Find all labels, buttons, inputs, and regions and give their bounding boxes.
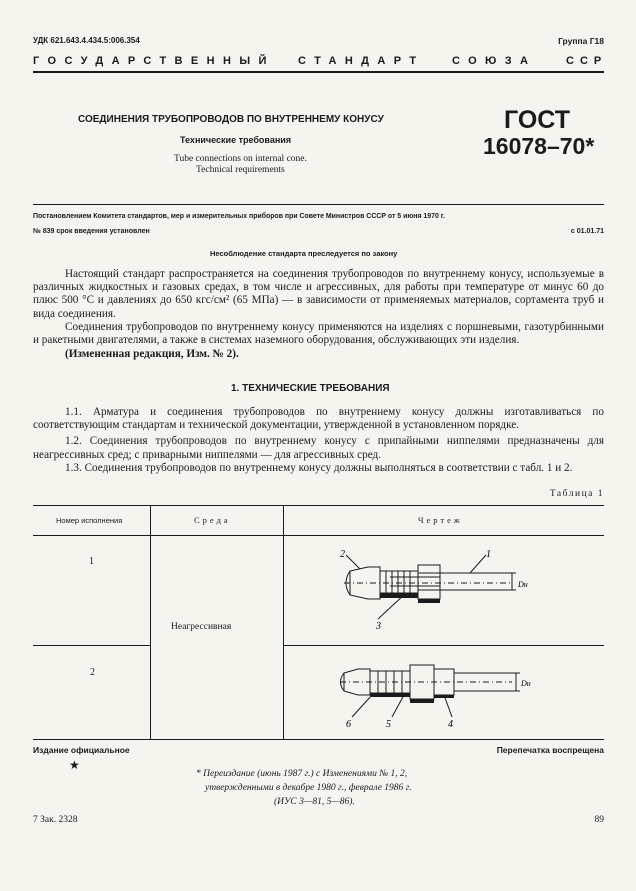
section-heading: 1. ТЕХНИЧЕСКИЕ ТРЕБОВАНИЯ bbox=[231, 383, 390, 394]
decree-line-2: № 839 срок введения установлен bbox=[33, 228, 150, 235]
gost-word-1: ГОСУДАРСТВЕННЫЙ bbox=[33, 55, 275, 67]
english-title-2: Technical requirements bbox=[196, 165, 285, 175]
table-top-rule bbox=[33, 505, 604, 506]
english-title-1: Tube connections on internal cone. bbox=[174, 154, 307, 164]
drawing-1-label-2: 2 bbox=[340, 549, 345, 560]
clause-1-3: 1.3. Соединения трубопроводов по внутреннему конусу должны выполняться в соответствии с табл. 1 и 2. bbox=[65, 461, 573, 474]
star-mark: ★ bbox=[69, 758, 80, 772]
table-drawing-rule bbox=[283, 645, 604, 646]
decree-line-1: Постановлением Комитета стандартов, мер и измерительных приборов при Совете Министров СССР от 5 июня 1970 г. bbox=[33, 213, 445, 220]
table-row-1-number: 1 bbox=[89, 556, 94, 567]
table-col-rule-1 bbox=[150, 505, 151, 739]
table-caption: Таблица 1 bbox=[549, 489, 604, 499]
document-subtitle: Технические требования bbox=[180, 135, 292, 145]
drawing-2-label-5: 5 bbox=[386, 719, 391, 730]
drawing-1-dimension: Dн bbox=[518, 580, 528, 589]
drawing-2-dimension: Dн bbox=[521, 679, 531, 688]
gost-label: ГОСТ bbox=[504, 106, 570, 134]
decree-date: с 01.01.71 bbox=[570, 228, 604, 235]
drawing-1 bbox=[320, 543, 530, 641]
drawing-2 bbox=[322, 655, 532, 735]
gost-word-3: СОЮЗА bbox=[452, 55, 537, 67]
order-number: 7 Зак. 2328 bbox=[33, 815, 78, 825]
official-edition: Издание официальное bbox=[33, 745, 130, 755]
intro-text bbox=[33, 268, 604, 361]
intro-paragraph-1: Настоящий стандарт распространяется на соединения трубопроводов по внутреннему конусу, используемые в различных жидкостных и газовых средах, в том числе и агрессивных, для работы при температуре от минус 60 до плюс 500 °С и давлениях до 650 кгс/см² (65 МПа) — в зависимости от применяемых материалов, сортамента труб и вида соединения. bbox=[33, 268, 604, 320]
table-row-2-number: 2 bbox=[90, 667, 95, 678]
drawing-2-label-6: 6 bbox=[346, 719, 351, 730]
table-bottom-rule bbox=[33, 739, 604, 740]
table-header-drawing: Чертеж bbox=[418, 515, 463, 525]
clause-1-1: 1.1. Арматура и соединения трубопроводов по внутреннему конусу должны изготавливаться по соответствующим стандартам и технической документации, утвержденной в установленном порядке. bbox=[33, 406, 604, 432]
reissue-note-1: * Переиздание (июнь 1987 г.) с Изменениями № 1, 2, bbox=[196, 769, 408, 779]
drawing-2-label-4: 4 bbox=[448, 719, 453, 730]
intro-amendment: (Измененная редакция, Изм. № 2). bbox=[65, 348, 239, 361]
clause-1-2: 1.2. Соединения трубопроводов по внутреннему конусу с припайными ниппелями предназначены для неагрессивных сред; с приварными ниппелями — для агрессивных сред. bbox=[33, 435, 604, 461]
drawing-1-label-3: 3 bbox=[376, 621, 381, 632]
gost-word-2: СТАНДАРТ bbox=[298, 55, 425, 67]
section-text bbox=[33, 406, 604, 475]
drawing-1-label-1: 1 bbox=[486, 549, 491, 560]
table-header-rule bbox=[33, 535, 604, 536]
legal-warning: Несоблюдение стандарта преследуется по закону bbox=[210, 249, 398, 258]
title-rule bbox=[33, 204, 604, 205]
gost-number: 16078–70* bbox=[483, 133, 595, 159]
table-row-rule bbox=[33, 645, 150, 646]
gost-word-4: ССР bbox=[566, 55, 608, 67]
table-header-medium: Среда bbox=[194, 515, 231, 525]
table-col-rule-2 bbox=[283, 505, 284, 739]
udc-code: УДК 621.643.4.434.5:006.354 bbox=[33, 36, 140, 45]
table-header-number: Номер исполнения bbox=[56, 516, 123, 525]
group-code: Группа Г18 bbox=[558, 36, 604, 46]
reissue-note-2: утвержденными в декабре 1980 г., феврале 1986 г. bbox=[205, 783, 412, 793]
document-title: СОЕДИНЕНИЯ ТРУБОПРОВОДОВ ПО ВНУТРЕННЕМУ КОНУСУ bbox=[78, 114, 384, 125]
header-rule bbox=[33, 71, 604, 73]
intro-paragraph-2: Соединения трубопроводов по внутреннему конусу применяются на изделиях с поршневыми, газотурбинными и ракетными двигателями, а также в системах наземного оборудования, обслуживающих эти изделия. bbox=[33, 320, 604, 347]
reissue-note-3: (ИУС 3—81, 5—86). bbox=[274, 797, 355, 807]
table-medium-value: Неагрессивная bbox=[171, 622, 232, 632]
reprint-prohibited: Перепечатка воспрещена bbox=[496, 745, 604, 755]
page-number: 89 bbox=[594, 815, 604, 825]
